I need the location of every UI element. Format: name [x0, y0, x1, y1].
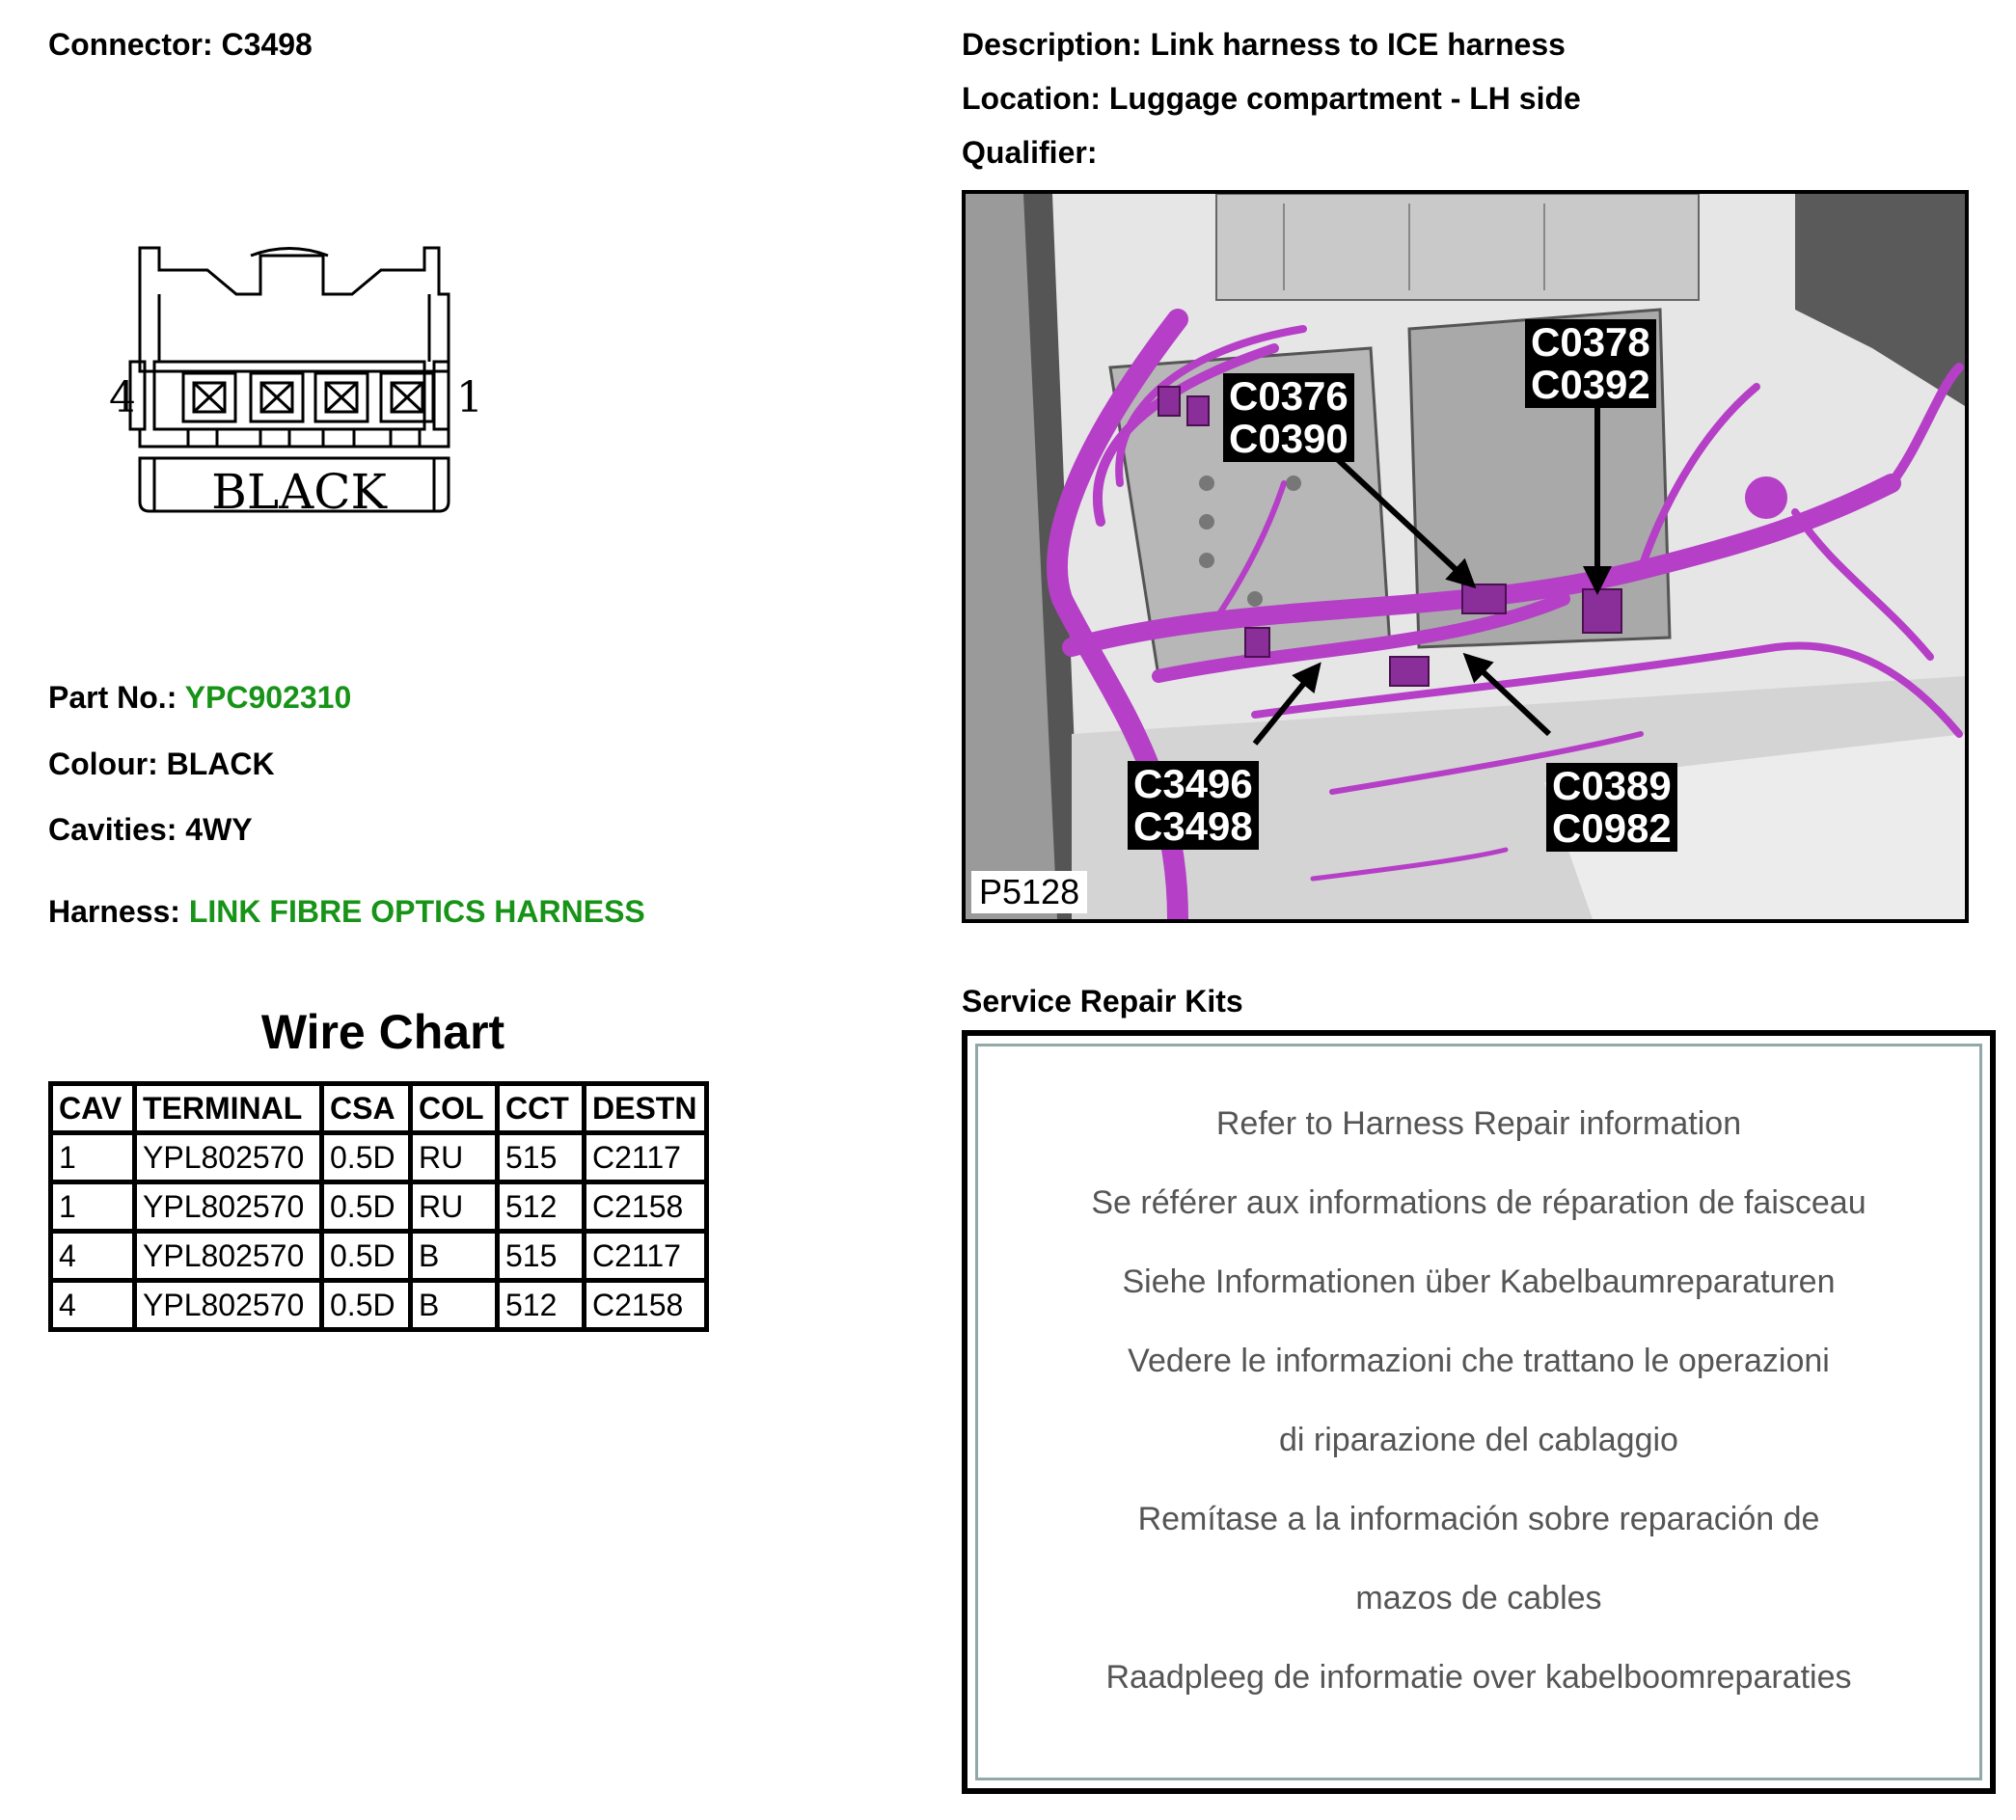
col-header-col: COL — [411, 1084, 498, 1133]
arrow-c0389 — [1467, 657, 1549, 734]
cell-cct: 515 — [498, 1232, 585, 1281]
photo-reference: P5128 — [971, 871, 1087, 913]
location-label: Location: — [962, 81, 1101, 116]
callout-arrows — [966, 194, 1965, 919]
location-value: Luggage compartment - LH side — [1108, 81, 1581, 116]
col-header-cct: CCT — [498, 1084, 585, 1133]
cell-destn: C2158 — [585, 1182, 707, 1232]
service-repair-kits-inner — [975, 1044, 1982, 1780]
table-header-row — [51, 1084, 707, 1133]
cell-col: B — [411, 1281, 498, 1330]
service-repair-kits-box — [962, 1030, 1996, 1794]
cell-col: B — [411, 1232, 498, 1281]
connector-label: Connector: — [48, 27, 213, 62]
location — [962, 79, 1581, 118]
part-no-label: Part No.: — [48, 680, 177, 715]
colour-value: BLACK — [166, 747, 275, 781]
colour-caption: BLACK — [211, 464, 387, 520]
callout-c3496-c3498: C3496 C3498 — [1128, 761, 1259, 850]
kit-line: Raadpleeg de informatie over kabelboomreparaties — [1105, 1659, 1852, 1696]
col-header-terminal: TERMINAL — [135, 1084, 322, 1133]
kit-line: di riparazione del cablaggio — [1279, 1422, 1678, 1458]
table-row — [51, 1133, 707, 1182]
col-header-cav: CAV — [51, 1084, 135, 1133]
table-row — [51, 1281, 707, 1330]
wire-chart-table — [48, 1081, 709, 1332]
cell-terminal: YPL802570 — [135, 1182, 322, 1232]
cell-cct: 512 — [498, 1182, 585, 1232]
table-row — [51, 1182, 707, 1232]
location-photo — [962, 190, 1969, 923]
kit-line: Refer to Harness Repair information — [1215, 1105, 1742, 1142]
cavities-value: 4WY — [185, 812, 253, 847]
qualifier — [962, 133, 1097, 172]
connector-drawing — [101, 236, 487, 526]
cell-col: RU — [411, 1182, 498, 1232]
callout-c0376-c0390: C0376 C0390 — [1223, 373, 1354, 462]
cell-csa: 0.5D — [322, 1182, 411, 1232]
pin-1-label: 1 — [456, 373, 483, 422]
harness-value[interactable]: LINK FIBRE OPTICS HARNESS — [188, 894, 645, 929]
col-header-destn: DESTN — [585, 1084, 707, 1133]
part-no-value[interactable]: YPC902310 — [184, 680, 352, 715]
part-no — [48, 678, 351, 717]
pin-4-label: 4 — [109, 373, 136, 422]
callout-c0378-c0392: C0378 C0392 — [1525, 319, 1656, 408]
service-repair-kits-title: Service Repair Kits — [962, 984, 1243, 1019]
wire-chart-title: Wire Chart — [260, 1005, 505, 1059]
arrow-c3496 — [1255, 666, 1318, 744]
kit-line: Se référer aux informations de réparation de faisceau — [1091, 1184, 1866, 1221]
harness — [48, 892, 645, 931]
cell-csa: 0.5D — [322, 1232, 411, 1281]
cavities — [48, 810, 253, 849]
cavity-3 — [251, 373, 303, 421]
colour — [48, 745, 275, 783]
cavities-label: Cavities: — [48, 812, 177, 847]
cell-cct: 512 — [498, 1281, 585, 1330]
cell-terminal: YPL802570 — [135, 1133, 322, 1182]
cell-cav: 1 — [51, 1133, 135, 1182]
harness-label: Harness: — [48, 894, 180, 929]
kit-line: Vedere le informazioni che trattano le operazioni — [1128, 1343, 1830, 1379]
qualifier-label: Qualifier: — [962, 135, 1098, 170]
cell-cav: 4 — [51, 1232, 135, 1281]
cell-destn: C2158 — [585, 1281, 707, 1330]
connector-value: C3498 — [221, 27, 313, 62]
cell-terminal: YPL802570 — [135, 1232, 322, 1281]
cell-col: RU — [411, 1133, 498, 1182]
cavity-2 — [315, 373, 368, 421]
connector-heading — [48, 25, 313, 64]
description-label: Description: — [962, 27, 1142, 62]
callout-c0389-c0982: C0389 C0982 — [1546, 763, 1677, 852]
colour-label: Colour: — [48, 747, 158, 781]
kit-line: mazos de cables — [1355, 1580, 1602, 1616]
table-row — [51, 1232, 707, 1281]
cell-terminal: YPL802570 — [135, 1281, 322, 1330]
cell-cav: 1 — [51, 1182, 135, 1232]
cell-cct: 515 — [498, 1133, 585, 1182]
cell-csa: 0.5D — [322, 1133, 411, 1182]
cell-csa: 0.5D — [322, 1281, 411, 1330]
arrow-c0376 — [1332, 454, 1472, 584]
description — [962, 25, 1566, 64]
cell-cav: 4 — [51, 1281, 135, 1330]
col-header-csa: CSA — [322, 1084, 411, 1133]
cell-destn: C2117 — [585, 1232, 707, 1281]
kit-line: Siehe Informationen über Kabelbaumreparaturen — [1122, 1263, 1836, 1300]
description-value: Link harness to ICE harness — [1150, 27, 1566, 62]
kit-line: Remítase a la información sobre reparación de — [1137, 1501, 1820, 1537]
cavity-4 — [183, 373, 235, 421]
cell-destn: C2117 — [585, 1133, 707, 1182]
